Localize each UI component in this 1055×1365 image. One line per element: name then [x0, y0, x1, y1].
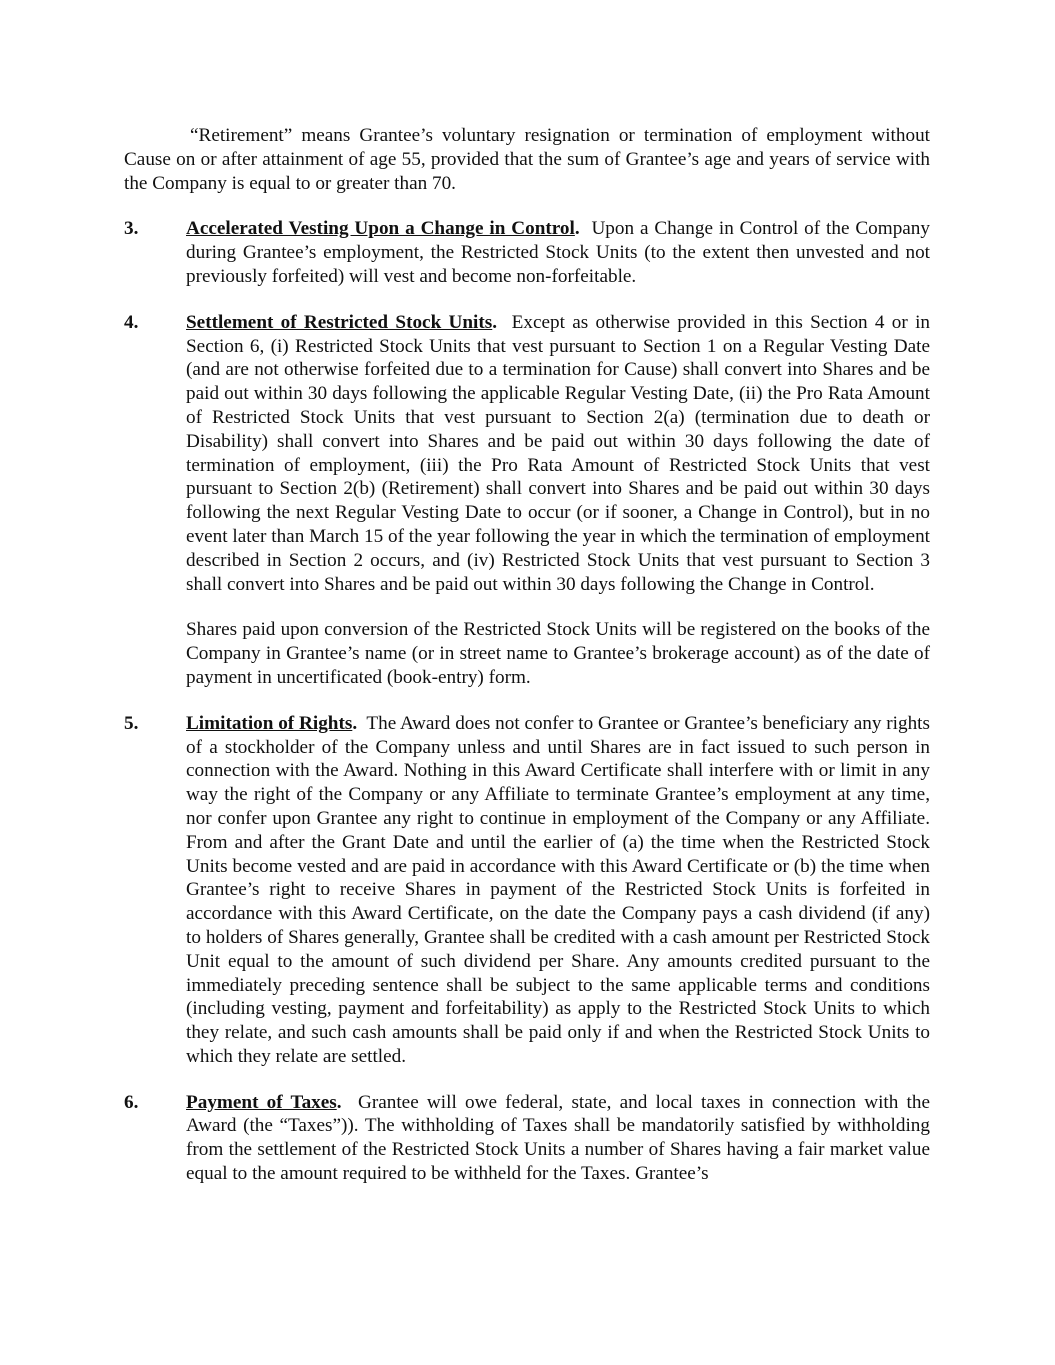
section-number: 4. — [124, 311, 139, 333]
section-body: Upon a Change in Control of the Company during Grantee’s employment, the Restricted Stock Units (to the extent then unvested and not previously forfeited) will vest and become non-forfeitable. — [186, 218, 930, 287]
section-paragraph: Accelerated Vesting Upon a Change in Control. Upon a Change in Control of the Company during Grantee’s employment, the Restricted Stock Units (to the extent then unvested and not previously forfeited) will vest and become non-forfeitable. — [186, 218, 930, 287]
section-paragraph: Settlement of Restricted Stock Units. Except as otherwise provided in this Section 4 or in Section 6, (i) Restricted Stock Units that vest pursuant to Section 1 on a Regular Vesting Date (and are not otherwise forfeited due to a termination for Cause) shall convert into Shares and be paid out within 30 days following the applicable Regular Vesting Date, (ii) the Pro Rata Amount of Restricted Stock Units that vest pursuant to Section 2(a) (termination due to death or Disability) shall convert into Shares and be paid out within 30 days following the date of termination of employment, (iii) the Pro Rata Amount of Restricted Stock Units that vest pursuant to Section 2(b) (Retirement) shall convert into Shares and be paid out within 30 days following the next Regular Vesting Date to occur (or if sooner, a Change in Control), but in no event later than March 15 of the year following the year in which the termination of employment described in Section 2 occurs, and (iv) Restricted Stock Units that vest pursuant to Section 3 shall convert into Shares and be paid out within 30 days following the Change in Control. — [186, 311, 931, 595]
section-number: 3. — [124, 218, 139, 240]
section-heading: Limitation of Rights — [186, 712, 353, 734]
section-4 — [124, 311, 930, 690]
section-heading: Accelerated Vesting Upon a Change in Control — [186, 218, 575, 240]
section-number: 6. — [124, 1091, 139, 1113]
section-body: Except as otherwise provided in this Section 4 or in Section 6, (i) Restricted Stock Units that vest pursuant to Section 1 on a Regular Vesting Date (and are not otherwise forfeited due to a termination for Cause) shall convert into Shares and be paid out within 30 days following the applicable Regular Vesting Date, (ii) the Pro Rata Amount of Restricted Stock Units that vest pursuant to Section 2(a) (termination due to death or Disability) shall convert into Shares and be paid out within 30 days following the date of termination of employment, (iii) the Pro Rata Amount of Restricted Stock Units that vest pursuant to Section 2(b) (Retirement) shall convert into Shares and be paid out within 30 days following the next Regular Vesting Date to occur (or if sooner, a Change in Control), but in no event later than March 15 of the year following the year in which the termination of employment described in Section 2 occurs, and (iv) Restricted Stock Units that vest pursuant to Section 3 shall convert into Shares and be paid out within 30 days following the Change in Control. — [186, 311, 931, 595]
section-3 — [124, 217, 930, 288]
section-body: Grantee will owe federal, state, and local taxes in connection with the Award (the “Taxes”)). The withholding of Taxes shall be mandatorily satisfied by withholding from the settlement of the Restricted Stock Units a number of Shares having a fair market value equal to the amount required to be withheld for the Taxes. Grantee’s — [186, 1091, 930, 1185]
section-5 — [124, 712, 930, 1069]
section-number: 5. — [124, 712, 139, 734]
section-paragraph: Payment of Taxes. Grantee will owe federal, state, and local taxes in connection with the Award (the “Taxes”)). The withholding of Taxes shall be mandatorily satisfied by withholding from the settlement of the Restricted Stock Units a number of Shares having a fair market value equal to the amount required to be withheld for the Taxes. Grantee’s — [186, 1091, 930, 1185]
section-body: The Award does not confer to Grantee or Grantee’s beneficiary any rights of a stockholder of the Company unless and until Shares are in fact issued to such person in connection with the Award. Nothing in this Award Certificate shall interfere with or limit in any way the right of the Company or any Affiliate to terminate Grantee’s employment at any time, nor confer upon Grantee any right to continue in employment of the Company or any Affiliate. From and after the Grant Date and until the earlier of (a) the time when the Restricted Stock Units become vested and are paid in accordance with this Award Certificate or (b) the time when Grantee’s right to receive Shares in payment of the Restricted Stock Units is forfeited in accordance with this Award Certificate, on the date the Company pays a cash dividend (if any) to holders of Shares generally, Grantee shall be credited with a cash amount per Restricted Stock Unit equal to the amount of such dividend per Share. Any amounts credited pursuant to the immediately preceding sentence shall be subject to the same applicable terms and conditions (including vesting, payment and forfeitability) as apply to the Restricted Stock Units to which they relate, and such cash amounts shall be paid only if and when the Restricted Stock Units to which they relate are settled. — [186, 712, 930, 1067]
section-6 — [124, 1091, 930, 1186]
section-heading: Payment of Taxes — [186, 1091, 337, 1113]
section-paragraph: Limitation of Rights. The Award does not confer to Grantee or Grantee’s beneficiary any rights of a stockholder of the Company unless and until Shares are in fact issued to such person in connection with the Award. Nothing in this Award Certificate shall interfere with or limit in any way the right of the Company or any Affiliate to terminate Grantee’s employment at any time, nor confer upon Grantee any right to continue in employment of the Company or any Affiliate. From and after the Grant Date and until the earlier of (a) the time when the Restricted Stock Units become vested and are paid in accordance with this Award Certificate or (b) the time when Grantee’s right to receive Shares in payment of the Restricted Stock Units is forfeited in accordance with this Award Certificate, on the date the Company pays a cash dividend (if any) to holders of Shares generally, Grantee shall be credited with a cash amount per Restricted Stock Unit equal to the amount of such dividend per Share. Any amounts credited pursuant to the immediately preceding sentence shall be subject to the same applicable terms and conditions (including vesting, payment and forfeitability) as apply to the Restricted Stock Units to which they relate, and such cash amounts shall be paid only if and when the Restricted Stock Units to which they relate are settled. — [186, 712, 930, 1067]
section-subparagraph: Shares paid upon conversion of the Restricted Stock Units will be registered on the books of the Company in Grantee’s name (or in street name to Grantee’s brokerage account) as of the date of payment in uncertificated (book-entry) form. — [186, 619, 930, 688]
document-page — [124, 124, 930, 1208]
section-heading: Settlement of Restricted Stock Units — [186, 311, 493, 333]
retirement-definition: “Retirement” means Grantee’s voluntary resignation or termination of employment without Cause on or after attainment of age 55, provided that the sum of Grantee’s age and years of service with the Company is equal to or greater than 70. — [124, 125, 930, 194]
